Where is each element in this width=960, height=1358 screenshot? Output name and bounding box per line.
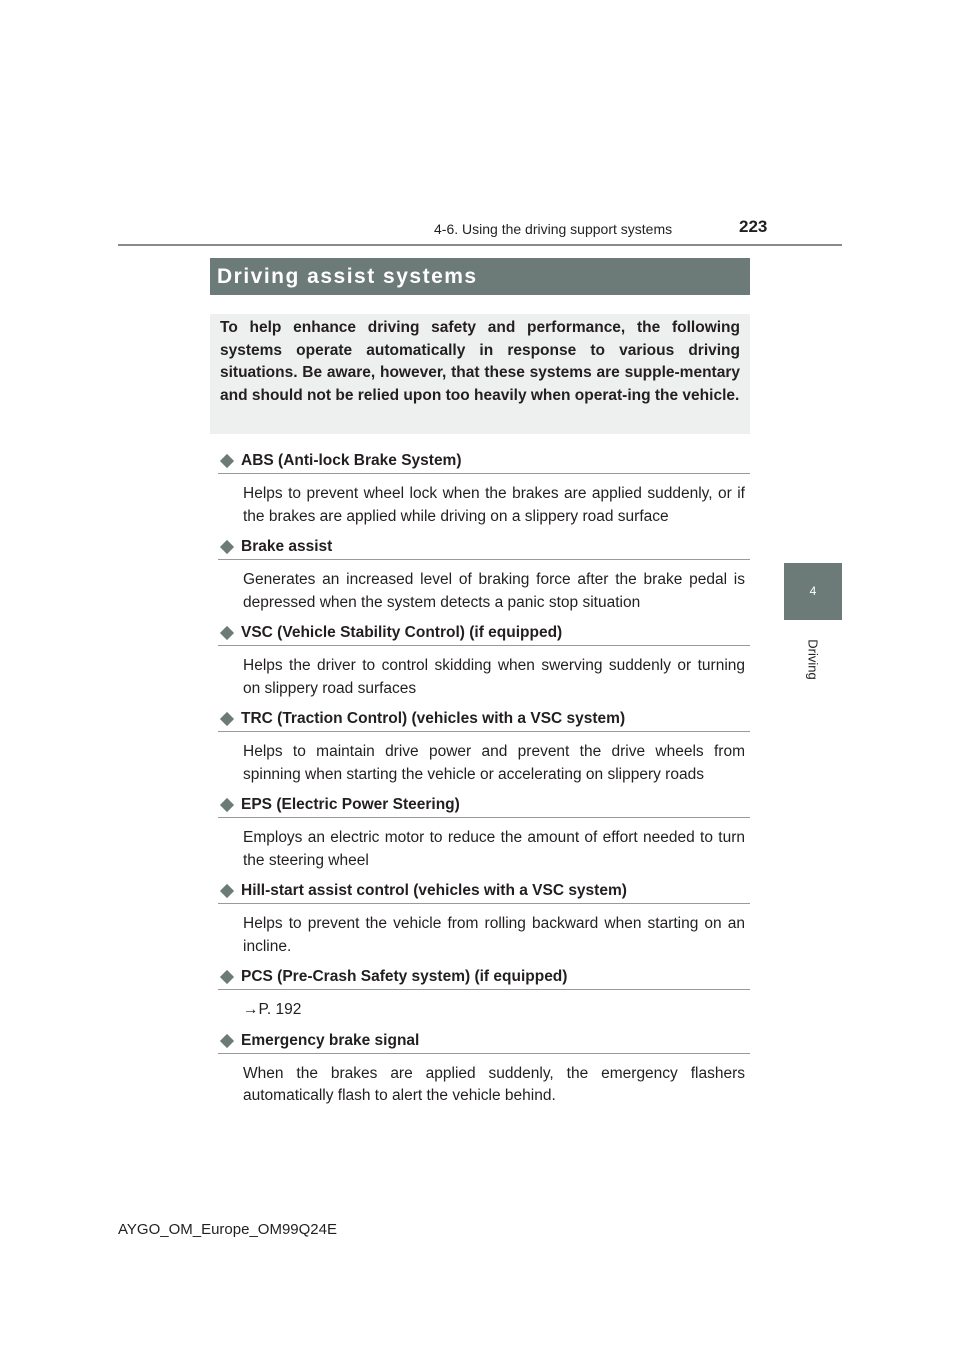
chapter-number: 4: [809, 584, 817, 598]
chapter-label: Driving: [805, 639, 821, 680]
item-heading: [218, 450, 750, 474]
item-heading: [218, 794, 750, 818]
page-number: 223: [739, 217, 768, 236]
list-item: [218, 536, 750, 614]
item-body: Helps to maintain drive power and prevent the drive wheels from spinning when starting the vehicle or accelerating on slippery roads: [243, 743, 745, 783]
list-item: [218, 1030, 750, 1108]
intro-box: [210, 314, 750, 434]
list-item: [218, 880, 750, 958]
item-heading-text: Brake assist: [241, 538, 333, 555]
item-heading-text: TRC (Traction Control) (vehicles with a VSC system): [241, 710, 626, 727]
item-heading-text: PCS (Pre-Crash Safety system) (if equipped): [241, 968, 568, 985]
page-reference-link[interactable]: →P. 192: [243, 1001, 302, 1018]
list-item: [218, 622, 750, 700]
diamond-bullet-icon: [220, 540, 234, 554]
chapter-tab[interactable]: [784, 563, 842, 620]
item-heading: [218, 880, 750, 904]
intro-text: To help enhance driving safety and performance, the following systems operate automatically in response to various driving situations. Be aware, however, that these systems are supple-mentary and should not be relied upon too heavily when operat-ing the vehicle.: [220, 319, 740, 404]
footer-document-id: AYGO_OM_Europe_OM99Q24E: [118, 1221, 337, 1238]
diamond-bullet-icon: [220, 712, 234, 726]
item-body: Helps to prevent the vehicle from rolling backward when starting on an incline.: [243, 915, 745, 955]
item-heading-text: ABS (Anti-lock Brake System): [241, 452, 462, 469]
item-heading: [218, 536, 750, 560]
section-title: 4-6. Using the driving support systems: [434, 221, 673, 237]
item-heading-text: Emergency brake signal: [241, 1031, 420, 1049]
item-body: Helps to prevent wheel lock when the brakes are applied suddenly, or if the brakes are applied while driving on a slippery road surface: [243, 485, 745, 525]
list-item: [218, 708, 750, 786]
diamond-bullet-icon: [220, 798, 234, 812]
item-heading-text: Hill-start assist control (vehicles with a VSC system): [241, 882, 627, 899]
item-heading: [218, 1030, 750, 1054]
diamond-bullet-icon: [220, 454, 234, 468]
item-body: When the brakes are applied suddenly, the emergency flashers automatically flash to alert the vehicle behind.: [243, 1064, 745, 1104]
list-item: [218, 450, 750, 528]
list-item: [218, 966, 750, 1022]
header-rule: [118, 244, 842, 246]
item-heading-text: VSC (Vehicle Stability Control) (if equipped): [241, 624, 563, 641]
item-heading-text: EPS (Electric Power Steering): [241, 796, 460, 813]
item-heading: [218, 622, 750, 646]
item-heading: [218, 708, 750, 732]
diamond-bullet-icon: [220, 970, 234, 984]
item-heading: [218, 966, 750, 990]
item-body: Generates an increased level of braking force after the brake pedal is depressed when the system detects a panic stop situation: [243, 571, 745, 611]
item-body: Helps the driver to control skidding when swerving suddenly or turning on slippery road surfaces: [243, 657, 745, 697]
page-title: Driving assist systems: [217, 265, 478, 288]
diamond-bullet-icon: [220, 884, 234, 898]
item-list: [218, 450, 750, 1116]
list-item: [218, 794, 750, 872]
item-body: Employs an electric motor to reduce the amount of effort needed to turn the steering wheel: [243, 829, 745, 869]
title-bar: [210, 258, 750, 295]
diamond-bullet-icon: [220, 1033, 234, 1047]
diamond-bullet-icon: [220, 626, 234, 640]
